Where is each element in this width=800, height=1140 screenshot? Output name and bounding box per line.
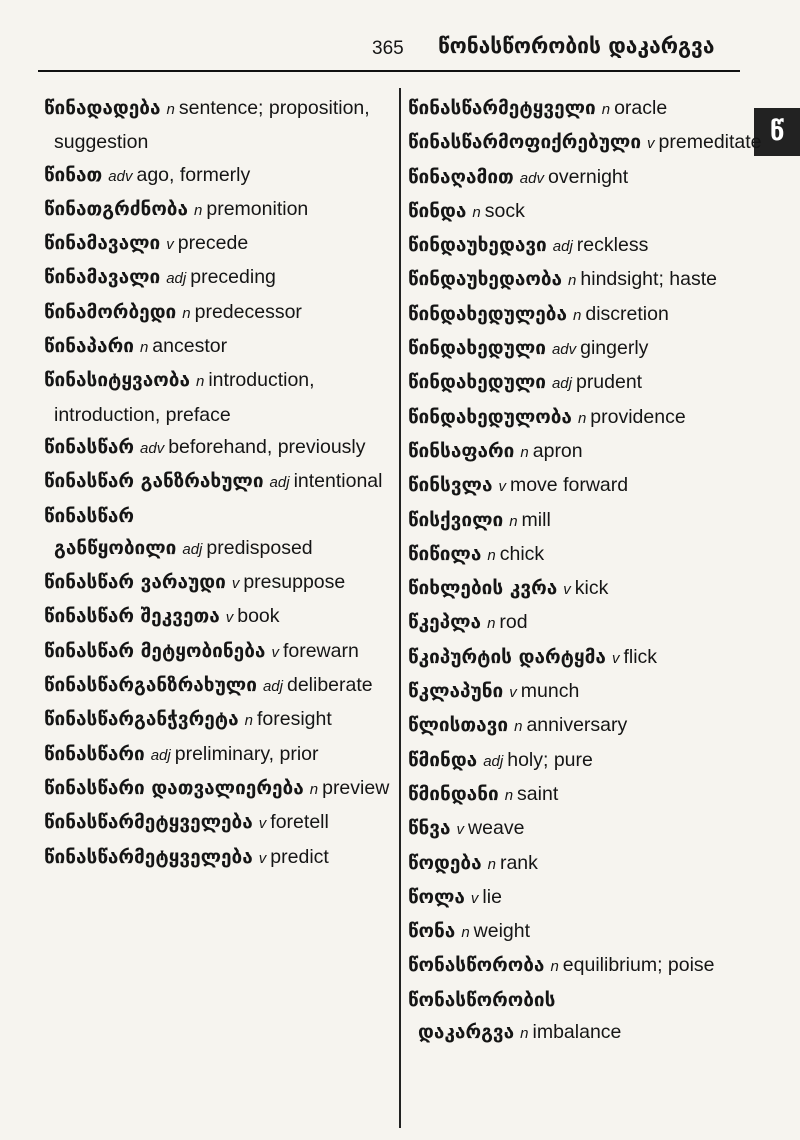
dictionary-entry bbox=[44, 738, 390, 772]
headword: წინასწარი bbox=[44, 742, 145, 765]
part-of-speech: adj bbox=[262, 678, 283, 696]
dictionary-entry bbox=[408, 744, 746, 778]
part-of-speech: n bbox=[487, 855, 496, 873]
dictionary-entry bbox=[44, 92, 390, 159]
definition: book bbox=[237, 605, 280, 628]
dictionary-entry bbox=[408, 263, 746, 297]
headword: წინასიტყვაობა bbox=[44, 369, 190, 392]
definition: predecessor bbox=[194, 300, 302, 323]
definition: gingerly bbox=[580, 337, 649, 360]
definition: introduction, introduction, preface bbox=[54, 369, 315, 426]
part-of-speech: adv bbox=[519, 169, 544, 187]
part-of-speech: n bbox=[573, 306, 582, 324]
part-of-speech: n bbox=[182, 304, 191, 322]
definition: chick bbox=[499, 542, 545, 565]
headword: წინასწარმოფიქრებული bbox=[408, 131, 642, 154]
definition: preceding bbox=[190, 266, 276, 289]
headword: წინაპარი bbox=[44, 335, 134, 358]
dictionary-entry bbox=[408, 469, 746, 503]
definition: forewarn bbox=[282, 639, 359, 662]
headword: წინასწარ ვარაუდი bbox=[44, 571, 226, 594]
headword: წინასწარ bbox=[44, 435, 135, 458]
part-of-speech: n bbox=[461, 924, 470, 942]
part-of-speech: n bbox=[550, 958, 559, 976]
dictionary-entry bbox=[408, 915, 746, 949]
definition: presuppose bbox=[243, 571, 346, 594]
definition: munch bbox=[520, 680, 580, 703]
definition: hindsight; haste bbox=[580, 268, 717, 291]
part-of-speech: v bbox=[611, 649, 620, 667]
definition: anniversary bbox=[526, 714, 628, 737]
headword: წინასწარგანზრახული bbox=[44, 674, 257, 697]
dictionary-entry bbox=[44, 841, 390, 875]
part-of-speech: n bbox=[309, 780, 319, 798]
dictionary-entry bbox=[44, 566, 390, 600]
dictionary-entry bbox=[408, 675, 746, 709]
dictionary-entry bbox=[408, 812, 746, 846]
definition: predisposed bbox=[206, 536, 313, 559]
page-number: 365 bbox=[372, 38, 404, 59]
definition: deliberate bbox=[286, 674, 373, 697]
part-of-speech: adv bbox=[140, 439, 165, 457]
part-of-speech: v bbox=[509, 684, 517, 702]
dictionary-entry bbox=[408, 709, 746, 743]
part-of-speech: v bbox=[258, 849, 267, 867]
definition: intentional bbox=[293, 470, 383, 493]
dictionary-entry bbox=[44, 635, 390, 669]
dictionary-entry bbox=[408, 504, 746, 538]
headword: წინამავალი bbox=[44, 266, 161, 289]
headword: წინადადება bbox=[44, 97, 161, 119]
headword: წინასწარ შეკვეთა bbox=[44, 605, 220, 628]
part-of-speech: adj bbox=[552, 238, 573, 256]
definition: premeditate bbox=[658, 131, 762, 154]
headword: წინდახედულობა bbox=[408, 405, 572, 428]
dictionary-entry bbox=[44, 431, 390, 465]
part-of-speech: adj bbox=[551, 375, 572, 393]
headword: წინასწარმეტყველება bbox=[44, 811, 253, 834]
headword: წონასწორობა bbox=[408, 954, 545, 977]
definition: imbalance bbox=[532, 1021, 622, 1044]
part-of-speech: adj bbox=[269, 474, 290, 492]
column-divider bbox=[399, 88, 401, 1128]
headword: წისქვილი bbox=[408, 508, 504, 531]
definition: saint bbox=[517, 782, 559, 805]
dictionary-entry bbox=[44, 500, 390, 567]
part-of-speech: n bbox=[166, 101, 175, 118]
part-of-speech: v bbox=[470, 889, 479, 907]
alphabet-thumb-tab: წ bbox=[754, 108, 800, 156]
dictionary-entry bbox=[408, 606, 746, 640]
definition: flick bbox=[623, 645, 658, 668]
part-of-speech: adj bbox=[166, 270, 187, 288]
part-of-speech: n bbox=[194, 201, 203, 219]
left-column bbox=[44, 92, 390, 875]
dictionary-entry bbox=[44, 703, 390, 737]
right-column bbox=[408, 92, 762, 1050]
definition: prudent bbox=[575, 371, 643, 394]
definition: preview bbox=[322, 776, 390, 799]
dictionary-entry bbox=[408, 195, 746, 229]
dictionary-entry bbox=[408, 298, 746, 332]
dictionary-entry bbox=[408, 949, 746, 983]
dictionary-entry bbox=[44, 261, 390, 295]
headword: წინამორბედი bbox=[44, 300, 177, 323]
definition: ancestor bbox=[152, 335, 228, 358]
headword: წინასწარ განწყობილი bbox=[44, 504, 177, 559]
headword: წკეპლა bbox=[408, 611, 482, 634]
definition: apron bbox=[532, 439, 583, 462]
part-of-speech: v bbox=[563, 581, 571, 599]
dictionary-entry bbox=[408, 92, 746, 126]
headword: წკლაპუნი bbox=[408, 680, 504, 703]
dictionary-entry bbox=[44, 600, 390, 634]
definition: sock bbox=[484, 199, 525, 222]
definition: overnight bbox=[547, 165, 629, 188]
dictionary-entry bbox=[408, 366, 746, 400]
part-of-speech: n bbox=[568, 272, 577, 290]
dictionary-entry bbox=[408, 881, 746, 915]
headword: წინდაუხედაობა bbox=[408, 268, 563, 291]
part-of-speech: n bbox=[139, 339, 149, 357]
part-of-speech: n bbox=[520, 1025, 529, 1043]
dictionary-entry bbox=[44, 806, 390, 840]
definition: beforehand, previously bbox=[168, 435, 366, 458]
headword: წინათ bbox=[44, 163, 103, 186]
part-of-speech: n bbox=[244, 712, 253, 730]
definition: rank bbox=[499, 851, 538, 874]
headword: წინასწარ განზრახული bbox=[44, 470, 264, 493]
dictionary-entry bbox=[44, 193, 390, 227]
headword: წინასწარ მეტყობინება bbox=[44, 639, 266, 662]
part-of-speech: n bbox=[487, 615, 496, 633]
part-of-speech: n bbox=[487, 546, 496, 564]
definition: providence bbox=[590, 405, 686, 428]
definition: foretell bbox=[270, 811, 329, 834]
headword: წინასწარი დათვალიერება bbox=[44, 776, 304, 799]
definition: discretion bbox=[585, 302, 669, 325]
dictionary-entry bbox=[408, 984, 746, 1051]
part-of-speech: v bbox=[498, 478, 506, 496]
part-of-speech: v bbox=[456, 821, 465, 839]
running-head: წონასწორობის დაკარგვა bbox=[438, 34, 715, 58]
dictionary-entry bbox=[408, 332, 746, 366]
headword: წინდახედული bbox=[408, 337, 546, 360]
headword: წინამავალი bbox=[44, 232, 161, 255]
part-of-speech: n bbox=[520, 443, 529, 461]
part-of-speech: v bbox=[647, 135, 655, 153]
definition: oracle bbox=[614, 97, 668, 119]
headword: წინდახედული bbox=[408, 371, 546, 394]
definition: premonition bbox=[206, 197, 309, 220]
part-of-speech: adj bbox=[182, 540, 203, 558]
part-of-speech: v bbox=[231, 575, 240, 593]
dictionary-entry bbox=[44, 364, 390, 431]
header-rule bbox=[38, 70, 740, 72]
headword: წკიპურტის დარტყმა bbox=[408, 645, 606, 668]
dictionary-entry bbox=[408, 538, 746, 572]
definition: kick bbox=[574, 577, 609, 600]
definition: weave bbox=[468, 817, 525, 840]
dictionary-entry bbox=[408, 572, 746, 606]
headword: წინაღამით bbox=[408, 165, 514, 188]
part-of-speech: n bbox=[601, 101, 611, 118]
definition: predict bbox=[270, 845, 329, 868]
dictionary-entry bbox=[44, 330, 390, 364]
page-header bbox=[0, 30, 740, 70]
definition: ago, formerly bbox=[136, 163, 251, 186]
part-of-speech: n bbox=[514, 718, 523, 736]
part-of-speech: n bbox=[196, 373, 205, 391]
definition: preliminary, prior bbox=[174, 742, 319, 765]
headword: წინსაფარი bbox=[408, 439, 515, 462]
part-of-speech: n bbox=[509, 512, 518, 530]
headword: წინსვლა bbox=[408, 474, 493, 497]
headword: წლისთავი bbox=[408, 714, 509, 737]
headword: წოდება bbox=[408, 851, 482, 874]
dictionary-entry bbox=[408, 435, 746, 469]
headword: წინდა bbox=[408, 199, 467, 222]
definition: foresight bbox=[256, 708, 332, 731]
dictionary-entry bbox=[408, 126, 762, 160]
part-of-speech: adj bbox=[483, 752, 504, 770]
definition: reckless bbox=[576, 234, 649, 257]
part-of-speech: adv bbox=[108, 167, 133, 185]
definition: lie bbox=[482, 885, 502, 908]
headword: წონასწორობის დაკარგვა bbox=[408, 988, 556, 1044]
part-of-speech: v bbox=[225, 609, 234, 627]
dictionary-entry bbox=[408, 847, 746, 881]
part-of-speech: adj bbox=[150, 746, 171, 764]
part-of-speech: n bbox=[472, 203, 481, 221]
headword: წინათგრძნობა bbox=[44, 197, 189, 220]
headword: წიხლების კვრა bbox=[408, 577, 558, 600]
dictionary-entry bbox=[44, 772, 390, 806]
part-of-speech: v bbox=[166, 236, 174, 254]
headword: წოლა bbox=[408, 885, 465, 908]
headword: წმინდა bbox=[408, 748, 478, 771]
definition: equilibrium; poise bbox=[562, 954, 715, 977]
dictionary-entry bbox=[44, 159, 390, 193]
part-of-speech: v bbox=[258, 815, 267, 833]
headword: წინასწარგანჭვრეტა bbox=[44, 708, 239, 731]
dictionary-entry bbox=[408, 401, 746, 435]
dictionary-entry bbox=[408, 641, 746, 675]
dictionary-entry bbox=[408, 778, 746, 812]
headword: წინასწარმეტყველი bbox=[408, 97, 596, 119]
dictionary-entry bbox=[408, 161, 746, 195]
dictionary-entry bbox=[44, 296, 390, 330]
definition: sentence; proposition, suggestion bbox=[54, 97, 370, 154]
dictionary-entry bbox=[44, 669, 390, 703]
part-of-speech: adv bbox=[551, 341, 577, 359]
definition: holy; pure bbox=[507, 748, 593, 771]
headword: წონა bbox=[408, 920, 456, 943]
dictionary-entry bbox=[44, 465, 390, 499]
headword: წინდახედულება bbox=[408, 302, 567, 325]
definition: weight bbox=[473, 920, 531, 943]
dictionary-entry bbox=[408, 229, 746, 263]
definition: move forward bbox=[509, 474, 629, 497]
headword: წნვა bbox=[408, 817, 451, 840]
definition: precede bbox=[177, 232, 249, 255]
headword: წიწილა bbox=[408, 542, 482, 565]
part-of-speech: v bbox=[271, 643, 279, 661]
headword: წინდაუხედავი bbox=[408, 234, 547, 257]
definition: mill bbox=[521, 508, 551, 531]
part-of-speech: n bbox=[504, 786, 514, 804]
headword: წინასწარმეტყველება bbox=[44, 845, 253, 868]
part-of-speech: n bbox=[577, 409, 587, 427]
dictionary-entry bbox=[44, 227, 390, 261]
definition: rod bbox=[499, 611, 528, 634]
headword: წმინდანი bbox=[408, 782, 499, 805]
